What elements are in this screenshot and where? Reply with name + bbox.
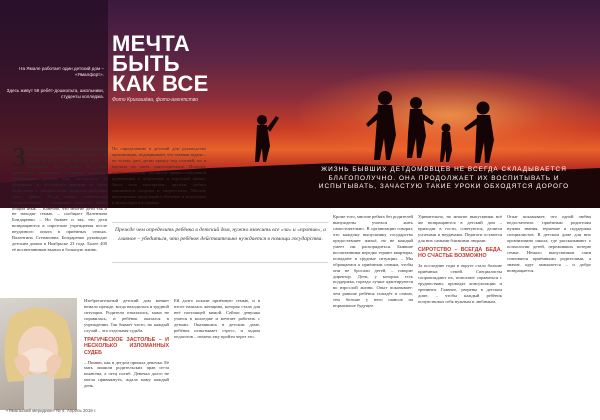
lower-column-1-text-after: – Помню, как в детдом пришла девочка. Её мать лишили родительских прав из-за пьянства, а отец погиб. Девочка долго не могла привыкнуть, ждала маму каждый день. [84,359,169,389]
article-column-5 [507,214,591,408]
column-4-text-after: За последние годы в округе стало больше приёмных семей. Специалисты сопровождают их, помогают справиться с трудностями, проводят консультации и тренинги. Главное, уверены в детском доме, – чтобы каждый ребёнок почувствовал себя нужным и любимым. [418,262,502,304]
divider [112,222,328,223]
hero-caption: ЖИЗНЬ БЫВШИХ ДЕТДОМОВЦЕВ НЕ ВСЕГДА СКЛАДЫВАЕТСЯ БЛАГОПОЛУЧНО. ОНА ПРОДОЛЖАЕТ ИХ ВОСПИТЫВАТЬ И ИСПЫТЫВАТЬ, ЗАЧАСТУЮ ТАКИЕ УРОКИ ОБХОДЯТСЯ ДОРОГО [318,166,570,191]
side-note-second: Здесь живут 59 ребёт-дошкольта, школьники, студенты колледжа. [6,88,104,99]
pull-quote: Прежде чем определить ребёнка в детский дом, нужно взвесить все «за» и «против», а главное – убедиться, что ребёнок действительно нуждается в помощи государства. [115,227,326,242]
title-line-1: МЕЧТА БЫТЬ [112,31,190,76]
article-column-1 [12,146,107,294]
crying-girl-photo [0,298,77,410]
column-5-text: Опыт показывает, что одной любви недостаточно: приёмным родителям нужны знания, терпение и поддержка специалистов. В детском доме для них организована школа, где рассказывают о психологии детей, переживших потерю семьи. Немало выпускников сами становятся приёмными родителями, а значит, круг замыкается – и добро возвращается. [507,214,591,273]
column-3-text: Кроме того, многие ребята без родителей вынуждены учиться жить самостоятельно. В организации говорят, что каждому выпускнику государство предоставляет жильё, но не каждый умеет им распорядиться. Бывшие воспитанники нередко теряют квартиры, попадают в трудные ситуации. – Мы обращаемся к приёмным семьям, чтобы они не бросали детей, – говорит директор. Дети, у которых есть поддержка, гораздо лучше адаптируются во взрослой жизни. Опыт показывает: чем раньше ребёнок попадёт в семью, тем больше у него шансов на нормальное будущее. [333,214,413,309]
column-1-text: В последние десятилетия сиротские учреждения заметно опустели. На Ямале работает один детский дом – в Ноябрьске. Здесь живут 59 ребят: дошкольта, школьники, студенты колледжа. Организация работы уже наладилась, в Ноябрьске до последнего времени не было недостатка в специалистах, педагоги работают здесь давно. Люди знают особенности воспитанников, с которыми непросто найти общий язык. – Конечно, что многие дети так и не находят семью, – сообщает Валентина Бондаренко. – Но бывает и так, что дети возвращаются в сиротские учреждения после неудачного опыта в приёмных семьях. Валентина Степановна Бондаренко руководит детским домом в Ноябрьске 23 года. Более 400 её воспитанников вышли в большую жизнь. [12,146,107,253]
column-2-text: По определению в детский дом руководство организации, подчеркивает, что главная задача – не только дать детям крышу над головой, но и научить их жить самостоятельно. Поэтому особое внимание уделяется профессиональной ориентации и подготовке к взрослой жизни. Здесь есть мастерские, кружки, ребята занимаются спортом и творчеством. Многие выпускники продолжают обучение в колледжах и вузах округа и страны. [112,146,206,205]
article-column-lower-1 [84,298,169,406]
section-subhead-left: ТРАГИЧЕСКОЕ ЗАСТОЛЬЕ – И НЕСКОЛЬКО ИЗЛОМАННЫХ СУДЕБ [84,336,169,356]
divider [112,262,328,263]
article-column-lower-2 [174,298,260,406]
article-column-2 [112,146,206,218]
drop-cap: З [12,146,26,172]
side-note-first: На Ямале работает один детский дом – «Ямалфорт». [19,66,104,77]
column-4-text: Удивительно, но многие выпускники всё же возвращаются в детский дом – приходят в гости, советуются, делятся успехами и неудачами. Педагоги остаются для них самыми близкими людьми. [418,214,502,243]
footer-issue-line: «Ямальский меридиан» № 4. Апрель 2019 г. [6,408,97,413]
title-line-2: КАК ВСЕ [112,71,209,96]
page-title [112,31,262,96]
lower-column-1-text: Изобретательный детский дом меняет немало прежде, когда находилась в трудной ситуации. Родители отказались, мама не справилась, и ребёнок оказался в учреждении. Так бывает часто, но каждый случай – это отдельная судьба. [84,298,169,333]
lower-column-2-text: Ей долго искали приёмную семью, и в итоге нашлась женщина, которая стала для неё настоящей мамой. Сейчас девушка учится в колледже и мечтает работать с детьми. Оказавшись в детском доме, ребёнок испытывает стресс, и задача педагогов – помочь ему пройти через это. [174,298,260,339]
article-column-3 [333,214,413,408]
article-column-4 [418,214,502,408]
girl-illustration [0,298,77,410]
photo-credit: Фото Кригашёва, фото-агентство [112,97,199,103]
section-subhead: СИРОТСТВО – ВСЕГДА БЕДА. НО СЧАСТЬЕ ВОЗМОЖНО [418,246,502,260]
